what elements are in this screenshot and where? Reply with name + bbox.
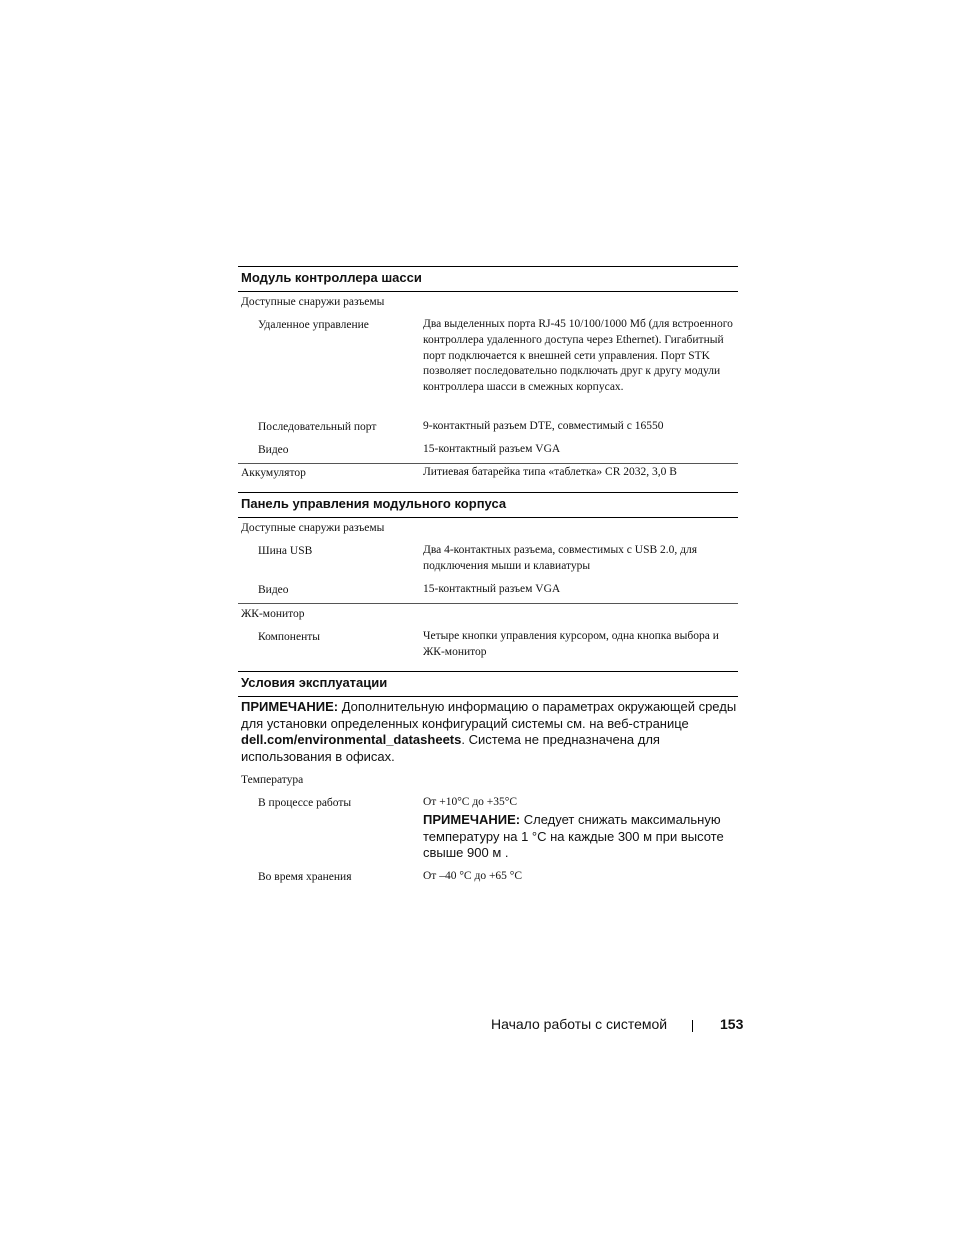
group-label: Температура <box>241 774 304 786</box>
row-value: Четыре кнопки управления курсором, одна кнопка выбора и ЖК-монитор <box>423 630 719 658</box>
section-top-rule <box>238 266 738 267</box>
page-number: 153 <box>720 1016 744 1032</box>
row-label: Аккумулятор <box>241 467 306 479</box>
row-label: В процессе работы <box>258 797 352 809</box>
row-value: От +10°C до +35°C <box>423 796 518 808</box>
section-heading-chassis-panel: Панель управления модульного корпуса <box>241 496 507 511</box>
row-label: Шина USB <box>258 545 313 557</box>
section-heading-rule <box>238 517 738 518</box>
note-link[interactable]: dell.com/environmental_datasheets <box>241 732 462 747</box>
group-label: Доступные снаружи разъемы <box>241 522 385 534</box>
row-label: Во время хранения <box>258 871 352 883</box>
group-label: ЖК-монитор <box>241 608 305 620</box>
row-label: Видео <box>258 584 289 596</box>
group-label: Доступные снаружи разъемы <box>241 296 385 308</box>
section-heading-environment: Условия эксплуатации <box>241 675 388 690</box>
section-heading-rule <box>238 291 738 292</box>
row-label: Видео <box>258 444 289 456</box>
section-top-rule <box>238 671 738 672</box>
row-label: Удаленное управление <box>258 319 369 331</box>
section-top-rule <box>238 492 738 493</box>
row-value: Два 4-контактных разъема, совместимых с USB 2.0, для подключения мыши и клавиатуры <box>423 544 698 572</box>
note-prefix: ПРИМЕЧАНИЕ: <box>241 699 339 714</box>
row-label: Компоненты <box>258 631 320 643</box>
temperature-note <box>423 812 728 862</box>
row-label: Последовательный порт <box>258 421 377 433</box>
row-value: 15-контактный разъем VGA <box>423 443 561 455</box>
row-value: Два выделенных порта RJ-45 10/100/1000 Мб (для встроенного контроллера удаленного доступа через Ethernet). Гигабитный порт подключается к внешней сети управления. Порт STK позволяет последовательно подключать друг к другу модули контроллера шасси в смежных корпусах. <box>423 318 733 394</box>
section-heading-rule <box>238 696 738 697</box>
section-heading-chassis-controller: Модуль контроллера шасси <box>241 270 422 285</box>
footer-title: Начало работы с системой <box>491 1016 668 1032</box>
row-divider <box>238 603 738 604</box>
row-value: Литиевая батарейка типа «таблетка» CR 2032, 3,0 В <box>423 466 677 478</box>
row-value: 15-контактный разъем VGA <box>423 583 561 595</box>
note-prefix: ПРИМЕЧАНИЕ: <box>423 812 521 827</box>
note-text: . Система не предназначена для использования в офисах. <box>241 732 660 764</box>
footer-separator <box>692 1020 693 1032</box>
environment-note <box>241 699 738 765</box>
row-divider <box>238 463 738 464</box>
row-value: 9-контактный разъем DTE, совместимый с 16550 <box>423 420 664 432</box>
note-text: Дополнительную информацию о параметрах окружающей среды для установки определенных конфигураций системы см. на веб-странице <box>241 699 737 731</box>
note-text: Следует снижать максимальную температуру на 1 °C на каждые 300 м при высоте свыше 900 м . <box>423 812 724 860</box>
row-value: От –40 °C до +65 °C <box>423 870 523 882</box>
